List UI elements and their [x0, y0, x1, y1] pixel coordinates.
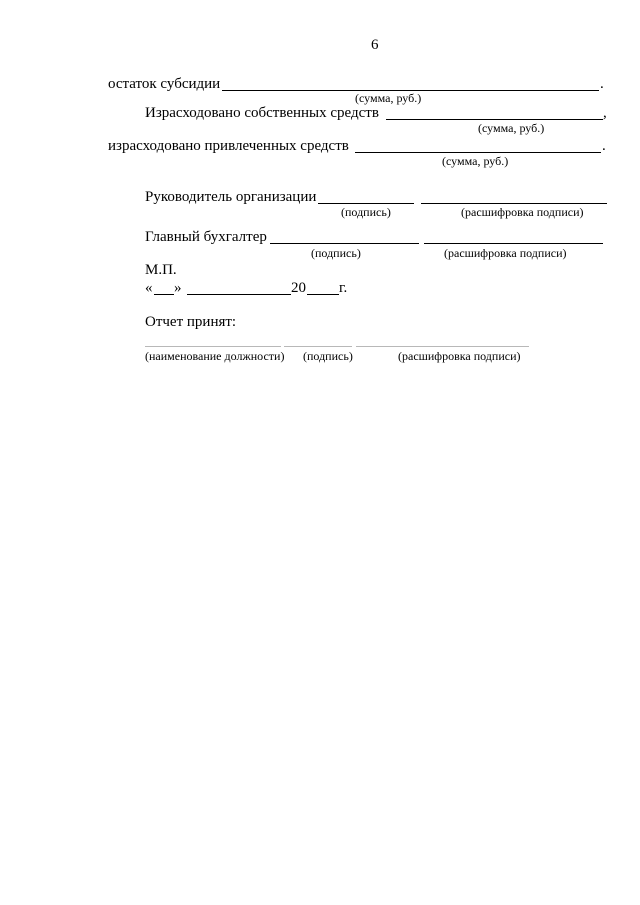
date-suffix: г.	[339, 280, 348, 296]
head-signature-field[interactable]	[318, 203, 414, 204]
accepted-decode-field[interactable]	[356, 346, 529, 347]
accepted-position-caption: (наименование должности)	[145, 349, 285, 363]
accepted-label: Отчет принят:	[145, 314, 237, 330]
remainder-label: остаток субсидии	[108, 76, 221, 92]
accountant-sign-caption: (подпись)	[311, 246, 361, 260]
date-quote-close: »	[174, 280, 182, 296]
remainder-period: .	[600, 76, 604, 92]
own-funds-amount-field[interactable]	[386, 119, 603, 120]
attracted-funds-caption: (сумма, руб.)	[442, 154, 509, 168]
remainder-caption: (сумма, руб.)	[355, 91, 422, 105]
own-funds-label: Израсходовано собственных средств	[145, 105, 379, 121]
attracted-funds-label: израсходовано привлеченных средств	[108, 138, 349, 154]
own-funds-caption: (сумма, руб.)	[478, 121, 545, 135]
attracted-funds-amount-field[interactable]	[355, 152, 601, 153]
accountant-signature-field[interactable]	[270, 243, 419, 244]
accountant-label: Главный бухгалтер	[145, 229, 267, 245]
accepted-signature-field[interactable]	[284, 346, 352, 347]
accepted-position-field[interactable]	[145, 346, 281, 347]
accepted-sign-caption: (подпись)	[303, 349, 353, 363]
head-decode-field[interactable]	[421, 203, 607, 204]
accepted-decode-caption: (расшифровка подписи)	[398, 349, 521, 363]
date-day-field[interactable]	[154, 294, 174, 295]
attracted-funds-period: .	[602, 138, 606, 154]
head-label: Руководитель организации	[145, 189, 317, 205]
accountant-decode-caption: (расшифровка подписи)	[444, 246, 567, 260]
date-quote-open: «	[145, 280, 153, 296]
page-number: 6	[371, 37, 379, 53]
stamp-place: М.П.	[145, 262, 177, 278]
head-decode-caption: (расшифровка подписи)	[461, 205, 584, 219]
accountant-decode-field[interactable]	[424, 243, 603, 244]
date-month-field[interactable]	[187, 294, 291, 295]
own-funds-comma: ,	[603, 105, 607, 121]
date-year-field[interactable]	[307, 294, 339, 295]
date-century: 20	[291, 280, 306, 296]
head-sign-caption: (подпись)	[341, 205, 391, 219]
